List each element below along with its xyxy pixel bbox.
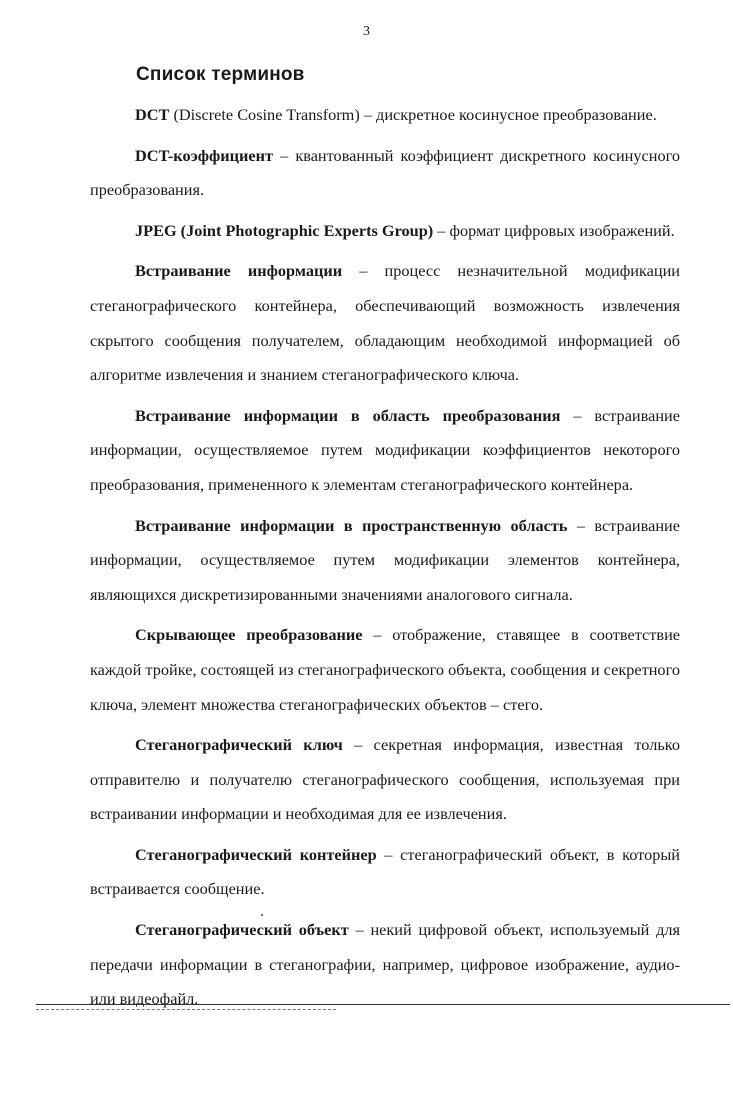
term-separator: (Discrete Cosine Transform) – xyxy=(169,105,377,124)
term-separator: – xyxy=(348,920,371,940)
term-separator: – xyxy=(342,261,385,281)
term-name: Стеганографический объект xyxy=(135,920,349,940)
term-definition: встраивание информации, осуществляемое путем модификации элементов контейнера, являющихся дискретизированными значениями аналогового сигнала. xyxy=(90,515,680,604)
term-definition: дискретное косинусное преобразование. xyxy=(376,105,657,124)
glossary-entry-jpeg xyxy=(90,214,680,249)
term-separator: – xyxy=(376,844,401,864)
page-number: 3 xyxy=(363,24,370,39)
term-name: Встраивание информации xyxy=(135,261,343,281)
term-definition: секретная информация, известная только отправителю и получателю стеганографического сообщения, используемая при встраивании информации и необходимая для ее извлечения. xyxy=(90,735,681,824)
glossary-entry-hiding-transform xyxy=(90,618,680,722)
glossary-entry-dct-coefficient xyxy=(90,139,680,208)
term-definition: процесс незначительной модификации стеганографического контейнера, обеспечивающий возможность извлечения скрытого сообщения получателем, обладающим необходимой информацией об алгоритме извлечения и знанием стеганографического ключа. xyxy=(90,261,681,385)
term-definition: стеганографический объект, в который встраивается сообщение. xyxy=(90,844,681,899)
term-name: Стеганографический контейнер xyxy=(135,844,377,864)
term-name: JPEG (Joint Photographic Experts Group) xyxy=(135,220,434,240)
term-definition: квантованный коэффициент дискретного косинусного преобразования. xyxy=(90,145,680,200)
term-name: Скрывающее преобразование xyxy=(135,625,363,645)
page-title: Список терминов xyxy=(136,64,305,85)
term-separator: – xyxy=(273,145,296,165)
term-separator: – xyxy=(567,515,595,535)
glossary-entry-embedding xyxy=(90,254,680,392)
footer-rule xyxy=(36,1004,730,1005)
term-name: Встраивание информации в пространственную область xyxy=(135,515,568,535)
term-name: Встраивание информации в область преобразования xyxy=(135,405,561,425)
term-name: DCT-коэффициент xyxy=(135,145,274,165)
term-definition: отображение, ставящее в соответствие каждой тройке, состоящей из стеганографического объекта, сообщения и секретного ключа, элемент множества стеганографических объектов – стего. xyxy=(90,625,681,714)
glossary-entry-stego-object xyxy=(90,913,680,1017)
glossary-entry-stego-key xyxy=(90,728,680,832)
term-separator: – xyxy=(342,735,374,755)
term-separator: – xyxy=(560,405,595,425)
glossary-entry-transform-domain xyxy=(90,399,680,503)
term-name: DCT xyxy=(135,105,170,124)
term-definition: некий цифровой объект, используемый для передачи информации в стеганографии, например, цифровое изображение, аудио- или видеофайл. xyxy=(90,920,681,1009)
glossary-list xyxy=(90,98,680,1023)
term-separator: – xyxy=(362,625,393,645)
term-definition: встраивание информации, осуществляемое путем модификации коэффициентов некоторого преобразования, примененного к элементам стеганографического контейнера. xyxy=(90,405,680,494)
footer-rule-shadow xyxy=(36,1009,336,1010)
glossary-entry-spatial-domain xyxy=(90,509,680,613)
term-separator: – xyxy=(433,220,450,240)
scan-artifact-dot xyxy=(261,914,263,916)
term-name: Стеганографический ключ xyxy=(135,735,343,755)
glossary-entry-dct xyxy=(90,98,680,133)
glossary-entry-stego-container xyxy=(90,838,680,907)
term-definition: формат цифровых изображений. xyxy=(449,220,675,240)
